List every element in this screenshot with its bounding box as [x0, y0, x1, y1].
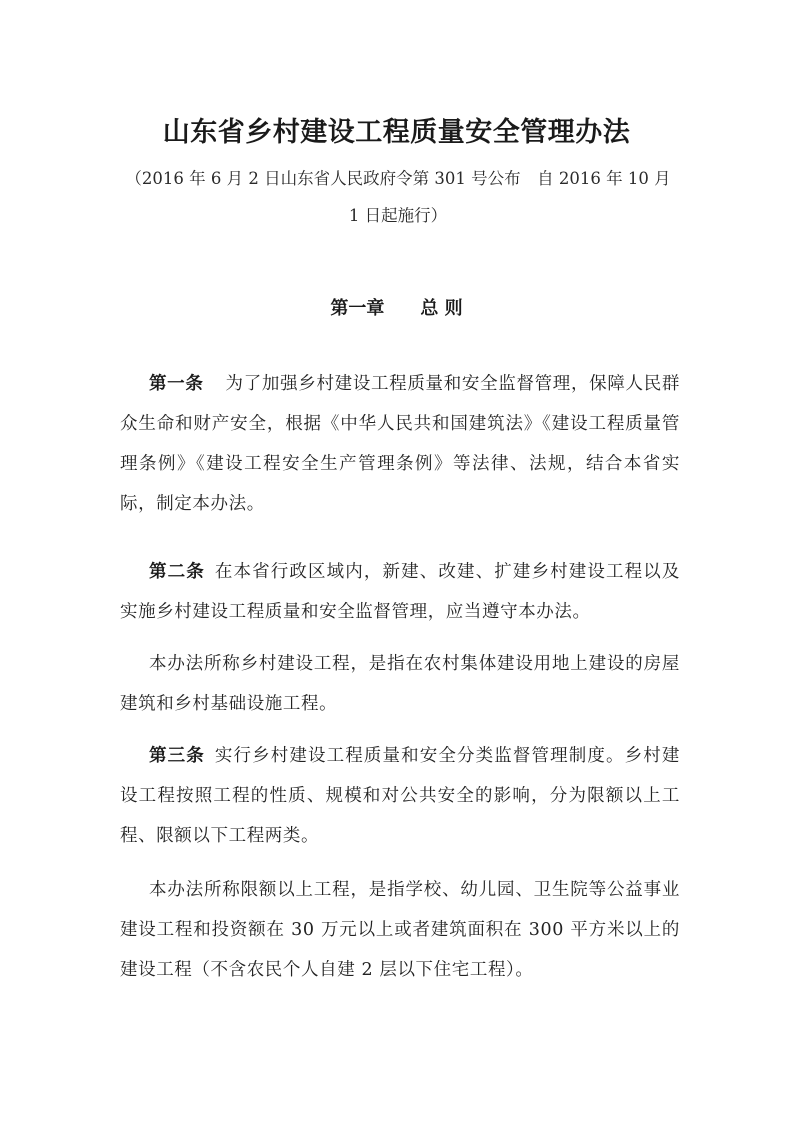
document-title: 山东省乡村建设工程质量安全管理办法 [162, 117, 631, 148]
paragraph-article-3 [120, 736, 680, 856]
article-number: 第二条 [149, 562, 205, 582]
paragraph-definition-rural-works [120, 644, 680, 724]
chapter-heading: 第一章 总 则 [330, 298, 463, 319]
promulgation-note: （2016 年 6 月 2 日山东省人民政府令第 301 号公布 自 2016 年 10 月 1 日起施行） [125, 169, 671, 225]
paragraph-text: 本办法所称限额以上工程，是指学校、幼儿园、卫生院等公益事业建设工程和投资额在 30 万元以上或者建筑面积在 300 平方米以上的建设工程（不含农民个人自建 2 层以下住宅工程）。 [120, 880, 680, 980]
paragraph-text: 实行乡村建设工程质量和安全分类监督管理制度。乡村建设工程按照工程的性质、规模和对公共安全的影响，分为限额以上工程、限额以下工程两类。 [120, 746, 680, 846]
article-number: 第一条 [149, 374, 204, 394]
paragraph-text: 为了加强乡村建设工程质量和安全监督管理，保障人民群众生命和财产安全，根据《中华人民共和国建筑法》《建设工程质量管理条例》《建设工程安全生产管理条例》等法律、法规，结合本省实际，制定本办法。 [120, 374, 680, 514]
paragraph-article-2 [120, 552, 680, 632]
paragraph-definition-above-limit [120, 870, 680, 990]
paragraph-text: 在本省行政区域内，新建、改建、扩建乡村建设工程以及实施乡村建设工程质量和安全监督管理，应当遵守本办法。 [120, 562, 680, 622]
article-number: 第三条 [149, 746, 205, 766]
paragraph-article-1 [120, 364, 680, 524]
paragraph-text: 本办法所称乡村建设工程，是指在农村集体建设用地上建设的房屋建筑和乡村基础设施工程。 [120, 654, 680, 714]
